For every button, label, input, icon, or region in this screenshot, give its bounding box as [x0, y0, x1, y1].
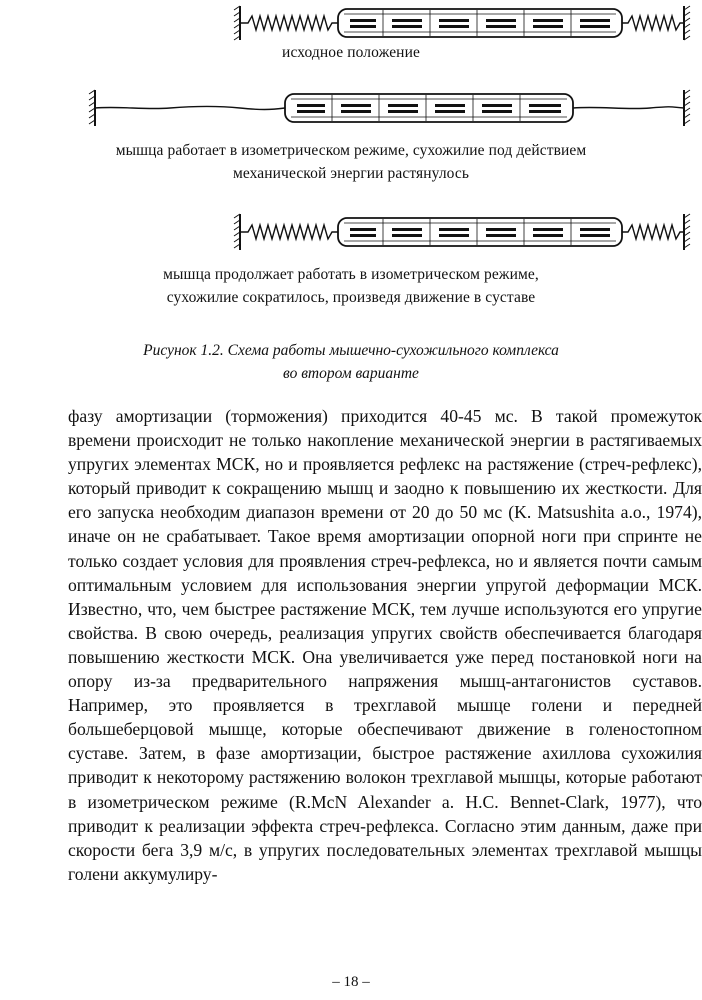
figure-caption [0, 339, 702, 385]
caption-line: мышца работает в изометрическом режиме, сухожилие под действием [115, 142, 587, 159]
caption-line: механической энергии растянулось [232, 165, 470, 182]
caption-tendon-contracted [0, 263, 702, 309]
figure-caption-line: во втором варианте [283, 365, 419, 382]
body-paragraph: фазу амортизации (торможения) приходится 40-45 мс. В такой промежуток времени происходит не только накопление механической энергии в растягиваемых упругих элементах МСК, но и проявляется рефлекс на растяжение (стреч-рефлекс), который приводит к сокращению мышц и заодно к повышению их жесткости. Для его запуска необходим диапазон времени от 20 до 50 мс (K. Matsushita a.o., 1974), иначе он не срабатывает. Такое время амортизации опорной ноги при спринте не только создает условия для проявления стреч-рефлекса, но и является почти самым оптимальным условием для использования энергии упругой деформации МСК. Известно, что, чем быстрее растяжение МСК, тем лучше используются его упругие свойства. В свою очередь, реализация упругих свойств обеспечивается благодаря повышению жесткости МСК. Она увеличивается уже перед постановкой ноги на опору из-за предварительного напряжения мышц-антагонистов суставов. Например, это проявляется в трехглавой мышце голени и передней большеберцовой мышце, которые обеспечивают движение в голеностопном суставе. Затем, в фазе амортизации, быстрое растяжение ахиллова сухожилия приводит к некоторому растяжению волокон трехглавой мышцы, которые работают в изометрическом режиме (R.McN Alexander a. H.C. Bennet-Clark, 1977), что приводит к реализации эффекта стреч-рефлекса. Согласно этим данным, даже при скорости бега 3,9 м/с, в упругих последовательных элементах трехглавой мышцы голени аккумулиру- [68, 406, 702, 884]
muscle-tendon-diagram-2 [0, 84, 702, 130]
diagram-initial-position [0, 0, 702, 44]
muscle-tendon-diagram-1 [0, 0, 702, 44]
caption-line: мышца продолжает работать в изометрическом режиме, [163, 266, 539, 283]
caption-line: сухожилие сократилось, произведя движение в суставе [166, 289, 536, 306]
caption-tendon-stretched [0, 139, 702, 185]
muscle-tendon-diagram-3 [0, 208, 702, 254]
body-text [68, 404, 702, 886]
diagram-tendon-contracted [0, 208, 702, 254]
diagram-tendon-stretched [0, 84, 702, 130]
figure-caption-line: Рисунок 1.2. Схема работы мышечно-сухожильного комплекса [143, 342, 559, 359]
caption-line: исходное положение [282, 44, 420, 61]
page-number: – 18 – [332, 974, 370, 990]
caption-initial-position [0, 41, 702, 64]
